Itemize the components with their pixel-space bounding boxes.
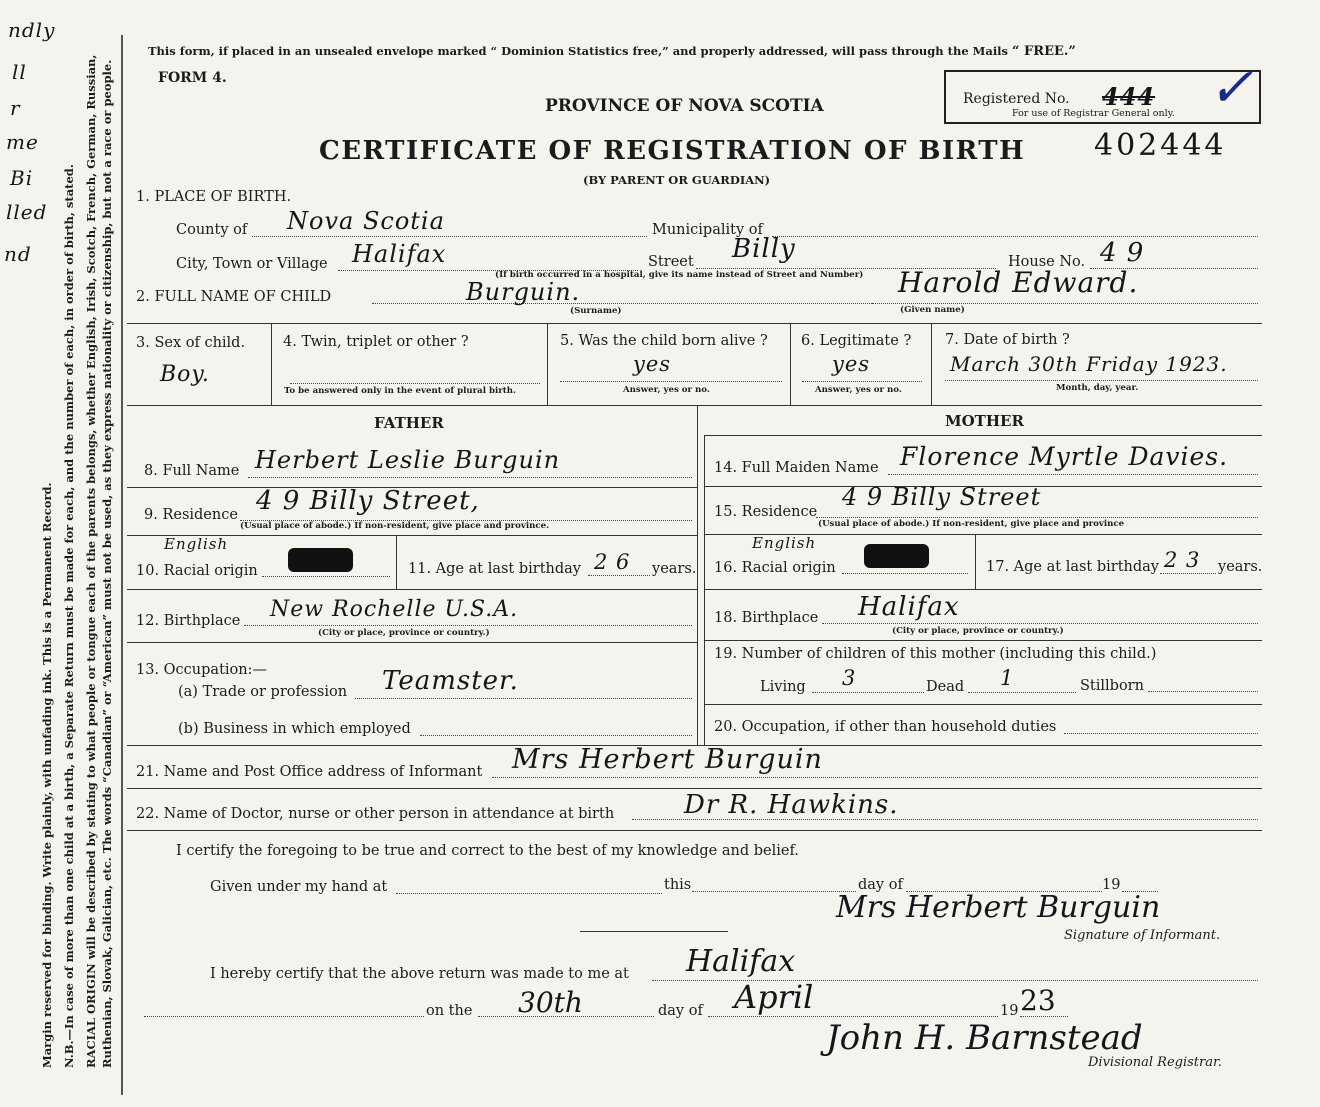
registrar-signature: John H. Barnstead [826, 1018, 1143, 1058]
father-residence-caption: (Usual place of abode.) If non-resident, give place and province. [240, 521, 550, 531]
father-residence-label: 9. Residence [144, 507, 238, 523]
stillborn-label: Stillborn [1080, 678, 1144, 694]
informant-bottom-rule [127, 788, 1262, 789]
date-of-birth-caption: Month, day, year. [1056, 383, 1139, 393]
child-name-label: 2. FULL NAME OF CHILD [136, 289, 332, 305]
father-age-unit: years. [652, 561, 697, 577]
province-heading: PROVINCE OF NOVA SCOTIA [545, 96, 824, 116]
mother-name-value: Florence Myrtle Davies. [900, 442, 1229, 471]
return-statement: I hereby certify that the above return was made to me at [210, 966, 629, 982]
informant-signature-caption: Signature of Informant. [1064, 928, 1221, 943]
legitimate-value: yes [832, 352, 871, 376]
registrar-signature-caption: Divisional Registrar. [1088, 1055, 1222, 1070]
certify-statement: I certify the foregoing to be true and correct to the best of my knowledge and belief. [176, 843, 799, 859]
father-birthplace-caption: (City or place, province or country.) [318, 628, 490, 638]
mother-residence-label: 15. Residence [714, 504, 818, 520]
mail-notice-text: This form, if placed in an unsealed envelope marked “ Dominion Statistics free,” and properly addressed, will pass through the Mails [148, 44, 1009, 58]
twin-label: 4. Twin, triplet or other ? [283, 334, 469, 350]
father-row-rule [127, 589, 697, 590]
father-age-label: 11. Age at last birthday [408, 561, 581, 577]
father-age-value: 2 6 [594, 550, 631, 574]
county-value: Nova Scotia [287, 207, 445, 235]
mother-residence-caption: (Usual place of abode.) If non-resident, give place and province [818, 519, 1125, 529]
living-value: 3 [842, 666, 857, 690]
given-place-line [396, 893, 662, 894]
father-birthplace-label: 12. Birthplace [136, 613, 241, 629]
scrawl-line: lled [6, 200, 48, 224]
street-value: Billy [732, 234, 796, 264]
day-of-label-2: day of [658, 1003, 703, 1019]
row3-bottom-rule [127, 405, 1262, 406]
father-name-value: Herbert Leslie Burguin [255, 446, 561, 474]
mother-heading-rule [704, 435, 1262, 436]
born-alive-label: 5. Was the child born alive ? [560, 333, 768, 349]
legitimate-line [802, 381, 922, 382]
mother-birthplace-label: 18. Birthplace [714, 610, 819, 626]
informant-label: 21. Name and Post Office address of Informant [136, 764, 483, 780]
mother-birthplace-caption: (City or place, province or country.) [892, 626, 1064, 636]
on-the-lead-line [144, 1016, 424, 1017]
mother-left-rule [704, 435, 705, 745]
dead-line [968, 692, 1076, 693]
father-right-rule [697, 405, 698, 745]
mail-free-text: “ FREE.” [1012, 44, 1076, 59]
hospital-note: (If birth occurred in a hospital, give its name instead of Street and Number) [495, 270, 864, 280]
margin-note-racial-origin: RACIAL ORIGIN will be described by stating to what people or tongue each of the parents belongs, whether English, Irish, Scotch, French, German, Russian, [84, 54, 98, 1068]
mother-racial-label: 16. Racial origin [714, 560, 836, 576]
date-of-birth-label: 7. Date of birth ? [945, 332, 1070, 348]
legitimate-caption: Answer, yes or no. [815, 385, 902, 395]
municipality-label: Municipality of [652, 222, 763, 238]
county-label: County of [176, 222, 248, 238]
child-given-value: Harold Edward. [898, 266, 1139, 299]
given-under-hand-label: Given under my hand at [210, 879, 388, 895]
father-name-line [248, 477, 692, 478]
father-racial-value: English [164, 535, 229, 553]
living-line [812, 692, 924, 693]
child-given-line [872, 303, 1258, 304]
signature-rule [580, 931, 728, 932]
father-birthplace-value: New Rochelle U.S.A. [270, 597, 519, 622]
date-of-birth-line [945, 380, 1258, 381]
year-print: 19 [1000, 1003, 1019, 1019]
county-line [252, 236, 647, 237]
house-number-label: House No. [1008, 254, 1086, 270]
registered-number-value: 444 [1102, 82, 1156, 111]
mother-row-rule [704, 704, 1262, 705]
dead-value: 1 [1000, 666, 1015, 690]
certificate-title: CERTIFICATE OF REGISTRATION OF BIRTH [319, 136, 1026, 166]
mother-birthplace-line [822, 623, 1258, 624]
child-surname-line [372, 303, 872, 304]
row3-divider [271, 323, 272, 405]
city-value: Halifax [352, 240, 447, 268]
given-name-caption: (Given name) [900, 305, 965, 315]
father-birthplace-line [244, 625, 692, 626]
margin-note-racial-origin-cont: Ruthenian, Slovak, Galician, etc. The words “Canadian” or “American” must not be used, as they express nationality or citizenship, but not a race or people. [100, 59, 114, 1068]
doctor-value: Dr R. Hawkins. [684, 790, 899, 820]
father-business-line [420, 735, 692, 736]
doctor-label: 22. Name of Doctor, nurse or other person in attendance at birth [136, 806, 615, 822]
row3-divider [790, 323, 791, 405]
doctor-bottom-rule [127, 830, 1262, 831]
scrawl-line: ll [12, 60, 27, 84]
month-line [708, 1016, 998, 1017]
city-label: City, Town or Village [176, 256, 328, 272]
mother-residence-value: 4 9 Billy Street [842, 483, 1042, 511]
scrawl-line: ndly [8, 18, 56, 42]
scrawl-line: me [6, 130, 39, 154]
binding-margin-rule [121, 35, 123, 1095]
registrar-box [944, 56, 1261, 124]
sex-value: Boy. [160, 362, 210, 387]
mother-age-line [1160, 573, 1216, 574]
father-row-rule [127, 642, 697, 643]
mother-birthplace-value: Halifax [858, 592, 960, 622]
sex-label: 3. Sex of child. [136, 335, 246, 351]
mother-age-unit: years. [1218, 559, 1263, 575]
year-value: 23 [1020, 984, 1056, 1017]
scrawl-line: nd [4, 242, 32, 266]
twin-line [290, 383, 540, 384]
day-of-label: day of [858, 877, 903, 893]
house-number-value: 4 9 [1100, 238, 1145, 268]
legitimate-label: 6. Legitimate ? [801, 333, 912, 349]
mother-racial-divider [975, 534, 976, 589]
mother-heading: MOTHER [945, 412, 1024, 430]
informant-signature: Mrs Herbert Burguin [836, 890, 1161, 925]
mother-age-label: 17. Age at last birthday [986, 559, 1159, 575]
registered-number-label: Registered No. [963, 91, 1070, 107]
year-prefix: 19 [1102, 877, 1121, 893]
month-value: April [734, 978, 814, 1016]
return-place-value: Halifax [686, 944, 796, 979]
mother-name-label: 14. Full Maiden Name [714, 460, 879, 476]
dead-label: Dead [926, 679, 965, 695]
certificate-number: 402444 [1094, 128, 1227, 163]
scrawl-line: r [10, 96, 21, 120]
row3-divider [931, 323, 932, 405]
mother-children-label: 19. Number of children of this mother (including this child.) [714, 646, 1157, 662]
scrawl-line: Bi [10, 166, 34, 190]
father-racial-divider [396, 535, 397, 589]
father-age-line [588, 575, 650, 576]
born-alive-caption: Answer, yes or no. [623, 385, 710, 395]
father-trade-value: Teamster. [382, 666, 519, 696]
father-racial-line [262, 576, 390, 577]
father-residence-value: 4 9 Billy Street, [256, 486, 480, 516]
mother-age-value: 2 3 [1164, 548, 1201, 572]
father-name-label: 8. Full Name [144, 463, 240, 479]
father-trade-line [355, 698, 692, 699]
this-day-line [692, 891, 856, 892]
row3-divider [547, 323, 548, 405]
born-alive-line [560, 381, 782, 382]
form-number: FORM 4. [158, 70, 227, 86]
informant-line [492, 777, 1258, 778]
row3-top-rule [127, 323, 1262, 324]
registrar-use-note: For use of Registrar General only. [1012, 108, 1175, 119]
mail-notice [148, 44, 1076, 59]
twin-caption: To be answered only in the event of plural birth. [284, 386, 516, 396]
surname-caption: (Surname) [570, 306, 622, 316]
born-alive-value: yes [633, 352, 672, 376]
margin-note-multiple-births: N.B.—In case of more than one child at a birth, a Separate Return must be made for each, and the number of each, in order of birth, stated. [62, 164, 76, 1068]
on-the-value: 30th [518, 986, 583, 1019]
child-surname-value: Burguin. [466, 278, 581, 306]
mother-racial-struck: White [864, 544, 929, 568]
margin-note-binding: Margin reserved for binding. Write plainly, with unfading ink. This is a Permanent Record. [40, 482, 54, 1068]
mother-racial-line [842, 573, 968, 574]
mother-name-line [888, 474, 1258, 475]
father-heading: FATHER [374, 414, 444, 432]
mother-occupation-line [1064, 733, 1258, 734]
mother-row-rule [704, 640, 1262, 641]
father-business-label: (b) Business in which employed [178, 721, 411, 737]
father-occupation-label: 13. Occupation:— [136, 662, 267, 678]
father-racial-struck: White [288, 548, 353, 572]
stillborn-line [1148, 691, 1258, 692]
informant-value: Mrs Herbert Burguin [512, 744, 823, 775]
mother-residence-line [816, 517, 1258, 518]
certificate-subtitle: (BY PARENT OR GUARDIAN) [583, 173, 771, 187]
date-of-birth-value: March 30th Friday 1923. [950, 352, 1228, 376]
mother-occupation-label: 20. Occupation, if other than household duties [714, 719, 1057, 735]
on-the-label: on the [426, 1003, 473, 1019]
mother-racial-value: English [752, 534, 817, 552]
municipality-line [772, 236, 1258, 237]
this-label: this [664, 877, 692, 893]
father-racial-label: 10. Racial origin [136, 563, 258, 579]
place-of-birth-heading: 1. PLACE OF BIRTH. [136, 189, 292, 205]
father-trade-label: (a) Trade or profession [178, 684, 348, 700]
street-label: Street [648, 254, 694, 270]
mother-row-rule [704, 589, 1262, 590]
living-label: Living [760, 679, 806, 695]
check-mark-icon: ✓ [1208, 56, 1254, 119]
